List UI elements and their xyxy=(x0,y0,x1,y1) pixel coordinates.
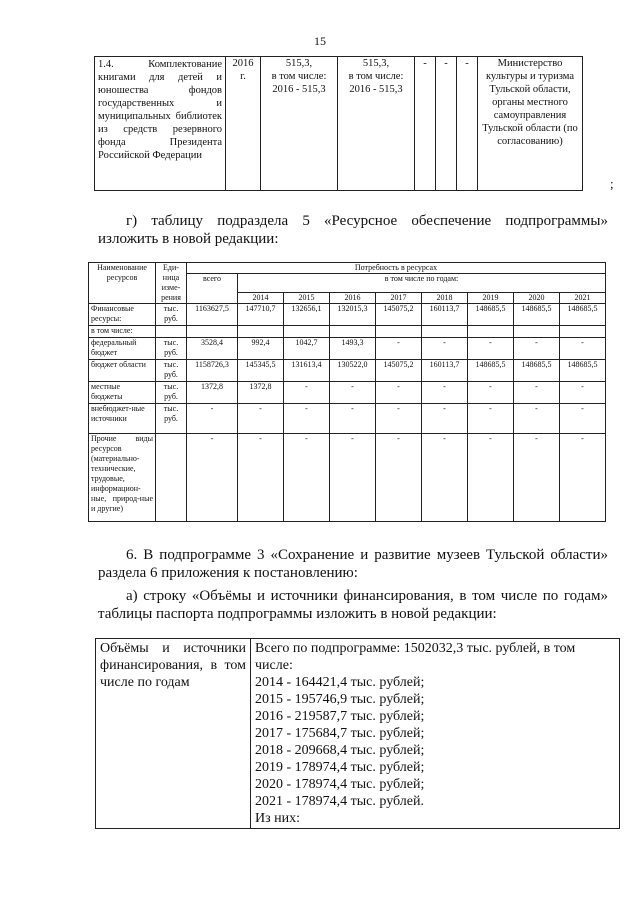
row-year-value: 145075,2 xyxy=(376,304,422,326)
row-year-value: - xyxy=(422,338,468,360)
table-row xyxy=(89,404,606,434)
paragraph-g: г) таблицу подраздела 5 «Ресурсное обеспечение подпрограммы» изложить в новой редакции: xyxy=(98,213,608,247)
row-name: Прочие виды ресурсов (материально-технические, трудовые, информацион-ные, природ-ные и другие) xyxy=(89,434,156,522)
row-year-value: 148685,5 xyxy=(560,360,606,382)
table-row xyxy=(89,434,606,522)
row-year-value: - xyxy=(514,404,560,434)
row-name: федеральный бюджет xyxy=(89,338,156,360)
financing-line: 2019 - 178974,4 тыс. рублей; xyxy=(255,760,425,775)
row-year-value: - xyxy=(560,434,606,522)
year-header: 2016 xyxy=(330,293,376,304)
row-year-value: - xyxy=(560,382,606,404)
year-suffix: г. xyxy=(240,71,246,82)
header-unit: Еди-ница изме-рения xyxy=(156,263,187,304)
row-total: 1372,8 xyxy=(187,382,238,404)
row-year-value: - xyxy=(284,382,330,404)
row-year-value: 147710,7 xyxy=(238,304,284,326)
table-header-row xyxy=(89,263,606,274)
row-year-value: 131613,4 xyxy=(284,360,330,382)
row-year-value: 132656,1 xyxy=(284,304,330,326)
measure-table xyxy=(94,56,583,191)
financing-line: 2017 - 175684,7 тыс. рублей; xyxy=(255,726,425,741)
row-year-value xyxy=(376,326,422,338)
table-row xyxy=(89,360,606,382)
row-total: - xyxy=(187,434,238,522)
measure-year xyxy=(226,57,261,191)
row-year-value xyxy=(514,326,560,338)
row-year-value: 160113,7 xyxy=(422,360,468,382)
row-name: местные бюджеты xyxy=(89,382,156,404)
row-year-value: - xyxy=(422,434,468,522)
financing-line: числе: xyxy=(255,658,293,673)
year-line: 2016 xyxy=(232,58,254,69)
row-unit xyxy=(156,434,187,522)
row-total xyxy=(187,326,238,338)
row-year-value: - xyxy=(238,434,284,522)
dash-cell: - xyxy=(415,57,436,191)
row-year-value: - xyxy=(514,382,560,404)
row-year-value: 1493,3 xyxy=(330,338,376,360)
row-year-value: 160113,7 xyxy=(422,304,468,326)
row-year-value: - xyxy=(514,338,560,360)
table-row xyxy=(89,338,606,360)
row-year-value: - xyxy=(376,404,422,434)
row-year-value: 1042,7 xyxy=(284,338,330,360)
budget-line: 2016 - 515,3 xyxy=(349,84,403,95)
row-year-value xyxy=(238,326,284,338)
total-line: в том числе: xyxy=(271,71,327,82)
budget-line: 515,3, xyxy=(362,58,390,69)
row-unit: тыс. руб. xyxy=(156,360,187,382)
row-total: 1158726,3 xyxy=(187,360,238,382)
row-total: 1163627,5 xyxy=(187,304,238,326)
financing-line: 2021 - 178974,4 тыс. рублей. xyxy=(255,794,424,809)
year-header: 2014 xyxy=(238,293,284,304)
row-name: внебюджет-ные источники xyxy=(89,404,156,434)
year-header: 2020 xyxy=(514,293,560,304)
row-year-value: 148685,5 xyxy=(560,304,606,326)
row-year-value: - xyxy=(330,382,376,404)
row-year-value: - xyxy=(238,404,284,434)
row-unit: тыс. руб. xyxy=(156,382,187,404)
dash-cell: - xyxy=(457,57,478,191)
financing-line: Из них: xyxy=(255,811,301,826)
row-name: в том числе: xyxy=(89,326,156,338)
row-year-value: 1372,8 xyxy=(238,382,284,404)
row-year-value: 145345,5 xyxy=(238,360,284,382)
row-year-value xyxy=(468,326,514,338)
row-total: 3528,4 xyxy=(187,338,238,360)
row-year-value: - xyxy=(330,404,376,434)
header-name: Наименование ресурсов xyxy=(89,263,156,304)
row-year-value: - xyxy=(284,404,330,434)
row-year-value: - xyxy=(422,404,468,434)
passport-row-label: Объёмы и источники финансирования, в том числе по годам xyxy=(96,639,251,829)
budget-line: в том числе: xyxy=(348,71,404,82)
row-year-value: - xyxy=(560,404,606,434)
year-header: 2017 xyxy=(376,293,422,304)
passport-table xyxy=(95,638,620,829)
row-year-value xyxy=(330,326,376,338)
row-unit xyxy=(156,326,187,338)
row-year-value: 132015,3 xyxy=(330,304,376,326)
header-total: всего xyxy=(187,274,238,304)
row-year-value: 130522,0 xyxy=(330,360,376,382)
row-year-value xyxy=(422,326,468,338)
row-year-value: - xyxy=(468,434,514,522)
row-unit: тыс. руб. xyxy=(156,304,187,326)
row-year-value: 148685,5 xyxy=(514,304,560,326)
resource-table xyxy=(88,262,606,522)
year-header: 2018 xyxy=(422,293,468,304)
measure-responsible: Министерство культуры и туризма Тульской области, органы местного самоуправления Тульской области (по согласованию) xyxy=(478,57,583,191)
row-year-value: - xyxy=(284,434,330,522)
year-header: 2021 xyxy=(560,293,606,304)
row-name: бюджет области xyxy=(89,360,156,382)
financing-line: 2018 - 209668,4 тыс. рублей; xyxy=(255,743,425,758)
dash-cell: - xyxy=(436,57,457,191)
financing-line: 2015 - 195746,9 тыс. рублей; xyxy=(255,692,425,707)
financing-line: 2014 - 164421,4 тыс. рублей; xyxy=(255,675,425,690)
financing-line: Всего по подпрограмме: 1502032,3 тыс. рублей, в том xyxy=(255,641,576,656)
row-unit: тыс. руб. xyxy=(156,404,187,434)
year-header: 2019 xyxy=(468,293,514,304)
row-year-value: - xyxy=(330,434,376,522)
row-year-value xyxy=(284,326,330,338)
paragraph-6: 6. В подпрограмме 3 «Сохранение и развитие музеев Тульской области» раздела 6 приложения к постановлению: xyxy=(98,547,608,581)
header-by-years: в том числе по годам: xyxy=(238,274,606,293)
table-row xyxy=(95,57,583,191)
row-year-value: - xyxy=(376,382,422,404)
row-unit: тыс. руб. xyxy=(156,338,187,360)
header-need: Потребность в ресурсах xyxy=(187,263,606,274)
row-year-value xyxy=(560,326,606,338)
measure-budget xyxy=(338,57,415,191)
passport-row-value xyxy=(251,639,620,829)
paragraph-a: а) строку «Объёмы и источники финансирования, в том числе по годам» таблицы паспорта подпрограммы изложить в новой редакции: xyxy=(98,588,608,622)
row-total: - xyxy=(187,404,238,434)
financing-line: 2020 - 178974,4 тыс. рублей; xyxy=(255,777,425,792)
row-year-value: 145075,2 xyxy=(376,360,422,382)
row-year-value: 148685,5 xyxy=(468,304,514,326)
total-line: 515,3, xyxy=(285,58,313,69)
row-year-value: - xyxy=(468,404,514,434)
measure-name: 1.4. Комплектование книгами для детей и юношества фондов государственных и муниципальных библиотек из средств резервного фонда Президента Российской Федерации xyxy=(95,57,226,191)
year-header: 2015 xyxy=(284,293,330,304)
row-year-value: - xyxy=(560,338,606,360)
trailing-semicolon: ; xyxy=(610,176,614,191)
row-name: Финансовые ресурсы: xyxy=(89,304,156,326)
table-row xyxy=(89,326,606,338)
row-year-value: - xyxy=(468,338,514,360)
row-year-value: 148685,5 xyxy=(468,360,514,382)
row-year-value: - xyxy=(376,338,422,360)
table-row xyxy=(89,382,606,404)
row-year-value: - xyxy=(514,434,560,522)
measure-total xyxy=(261,57,338,191)
row-year-value: - xyxy=(376,434,422,522)
row-year-value: - xyxy=(468,382,514,404)
financing-line: 2016 - 219587,7 тыс. рублей; xyxy=(255,709,425,724)
table-row xyxy=(96,639,620,829)
table-row xyxy=(89,304,606,326)
row-year-value: 992,4 xyxy=(238,338,284,360)
page-number: 15 xyxy=(314,34,326,48)
total-line: 2016 - 515,3 xyxy=(272,84,326,95)
row-year-value: 148685,5 xyxy=(514,360,560,382)
row-year-value: - xyxy=(422,382,468,404)
